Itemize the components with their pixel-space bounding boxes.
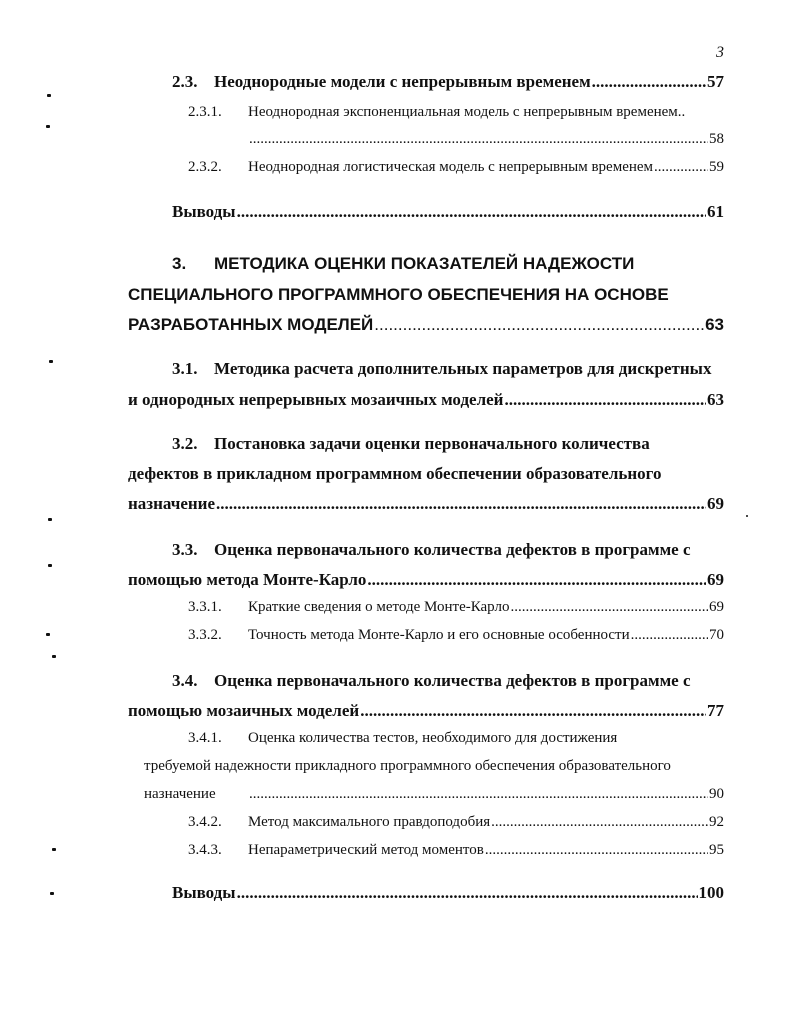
toc-page: 63	[707, 390, 724, 409]
toc-title: Точность метода Монте-Карло и его основные особенности	[248, 627, 630, 643]
toc-title: и однородных непрерывных мозаичных моделей	[128, 390, 504, 409]
toc-entry-2-3-2[interactable]	[188, 159, 724, 176]
scan-speck	[49, 360, 53, 363]
toc-entry-3-3-1[interactable]	[188, 599, 724, 616]
toc-leader	[510, 599, 708, 616]
toc-entry-3-4-1[interactable]	[188, 730, 617, 747]
toc-page: 59	[709, 159, 724, 175]
toc-title: помощью мозаичных моделей	[128, 701, 360, 720]
toc-entry-3-2[interactable]	[172, 434, 650, 454]
toc-page: 100	[698, 883, 724, 902]
toc-leader	[631, 627, 708, 644]
toc-chapter-3-line2	[128, 285, 669, 305]
scan-speck	[52, 655, 56, 658]
toc-title: Неоднородная экспоненциальная модель с непрерывным временем..	[248, 104, 686, 120]
toc-entry-3-4-1-line3	[144, 786, 724, 803]
toc-number: 3.4.3.	[188, 842, 222, 858]
toc-title: СПЕЦИАЛЬНОГО ПРОГРАММНОГО ОБЕСПЕЧЕНИЯ НА ОСНОВЕ	[128, 285, 669, 304]
toc-leader	[485, 842, 708, 859]
toc-leader	[654, 159, 708, 176]
toc-entry-3-2-line3	[128, 494, 724, 514]
toc-number: 3.3.2.	[188, 627, 222, 643]
toc-number: 3.4.1.	[188, 730, 222, 746]
toc-title: Оценка первоначального количества дефектов в программе с	[214, 671, 691, 690]
toc-title: Выводы	[172, 883, 236, 902]
toc-title: помощью метода Монте-Карло	[128, 570, 367, 589]
scan-speck	[47, 94, 51, 97]
toc-entry-3-4[interactable]	[172, 671, 691, 691]
toc-title: МЕТОДИКА ОЦЕНКИ ПОКАЗАТЕЛЕЙ НАДЕЖОСТИ	[214, 254, 635, 273]
toc-page: 77	[707, 701, 724, 720]
toc-number: 3.3.	[172, 540, 198, 559]
toc-entry-3-3-line2	[128, 570, 724, 590]
toc-title: Непараметрический метод моментов	[248, 842, 484, 858]
toc-entry-2-3[interactable]	[172, 72, 724, 92]
toc-title: требуемой надежности прикладного программного обеспечения образовательного	[144, 758, 671, 774]
toc-page: 69	[707, 570, 724, 589]
toc-page: 90	[709, 786, 724, 802]
toc-entry-3-1[interactable]	[172, 359, 711, 379]
scan-speck	[46, 125, 50, 128]
scan-speck	[52, 848, 56, 851]
toc-leader	[374, 315, 704, 335]
toc-entry-3-4-1-line2	[144, 758, 671, 775]
toc-page: 69	[707, 494, 724, 513]
page-number: 3	[716, 44, 724, 61]
toc-page: 69	[709, 599, 724, 615]
toc-leader	[367, 570, 706, 590]
toc-entry-conclusions-3[interactable]	[172, 883, 724, 903]
toc-entry-3-3-2[interactable]	[188, 627, 724, 644]
toc-title: Оценка количества тестов, необходимого для достижения	[248, 730, 618, 746]
toc-title: Краткие сведения о методе Монте-Карло	[248, 599, 510, 615]
toc-number: 2.3.2.	[188, 159, 222, 175]
toc-title: РАЗРАБОТАННЫХ МОДЕЛЕЙ	[128, 315, 374, 334]
toc-page: 70	[709, 627, 724, 643]
toc-leader	[249, 786, 708, 803]
toc-page: 61	[707, 202, 724, 221]
scan-speck	[48, 564, 52, 567]
toc-number: 3.4.2.	[188, 814, 222, 830]
toc-entry-3-4-3[interactable]	[188, 842, 724, 859]
toc-title: Неоднородная логистическая модель с непрерывным временем	[248, 159, 654, 175]
toc-number: 3.3.1.	[188, 599, 222, 615]
scan-speck	[48, 518, 52, 521]
toc-entry-3-3[interactable]	[172, 540, 691, 560]
toc-number: 2.3.1.	[188, 104, 222, 120]
toc-entry-2-3-1[interactable]	[188, 104, 724, 121]
toc-title: Постановка задачи оценки первоначального количества	[214, 434, 650, 453]
toc-number: 2.3.	[172, 72, 198, 91]
toc-leader	[360, 701, 706, 721]
toc-page: 63	[705, 315, 724, 334]
toc-entry-2-3-1-leader	[248, 131, 724, 148]
toc-number: 3.2.	[172, 434, 198, 453]
toc-chapter-3-line3	[128, 315, 724, 335]
toc-leader	[249, 131, 708, 148]
toc-number: 3.1.	[172, 359, 198, 378]
toc-number: 3.4.	[172, 671, 198, 690]
toc-entry-3-4-2[interactable]	[188, 814, 724, 831]
toc-leader	[237, 883, 698, 903]
toc-title: Выводы	[172, 202, 236, 221]
toc-title: назначение	[128, 494, 216, 513]
toc-title: Неоднородные модели с непрерывным временем	[214, 72, 591, 91]
toc-number: 3.	[172, 254, 187, 273]
toc-title: назначение	[144, 786, 216, 802]
toc-leader	[216, 494, 706, 514]
toc-page: 57	[707, 72, 724, 91]
scan-speck	[50, 892, 54, 895]
toc-title: Методика расчета дополнительных параметров для дискретных	[214, 359, 712, 378]
toc-title: Оценка первоначального количества дефектов в программе с	[214, 540, 691, 559]
toc-entry-3-4-line2	[128, 701, 724, 721]
toc-leader	[237, 202, 706, 222]
toc-title: дефектов в прикладном программном обеспечении образовательного	[128, 464, 662, 483]
toc-page: 92	[709, 814, 724, 830]
toc-leader	[491, 814, 708, 831]
toc-leader	[504, 390, 706, 410]
toc-entry-3-1-line2	[128, 390, 724, 410]
toc-page: 58	[709, 131, 724, 147]
toc-entry-conclusions-2[interactable]	[172, 202, 724, 222]
scan-speck	[746, 515, 748, 517]
toc-title: Метод максимального правдоподобия	[248, 814, 491, 830]
toc-leader	[592, 72, 706, 92]
scan-speck	[46, 633, 50, 636]
toc-chapter-3-line1[interactable]	[172, 254, 634, 274]
toc-page: 95	[709, 842, 724, 858]
toc-entry-3-2-line2	[128, 464, 661, 484]
